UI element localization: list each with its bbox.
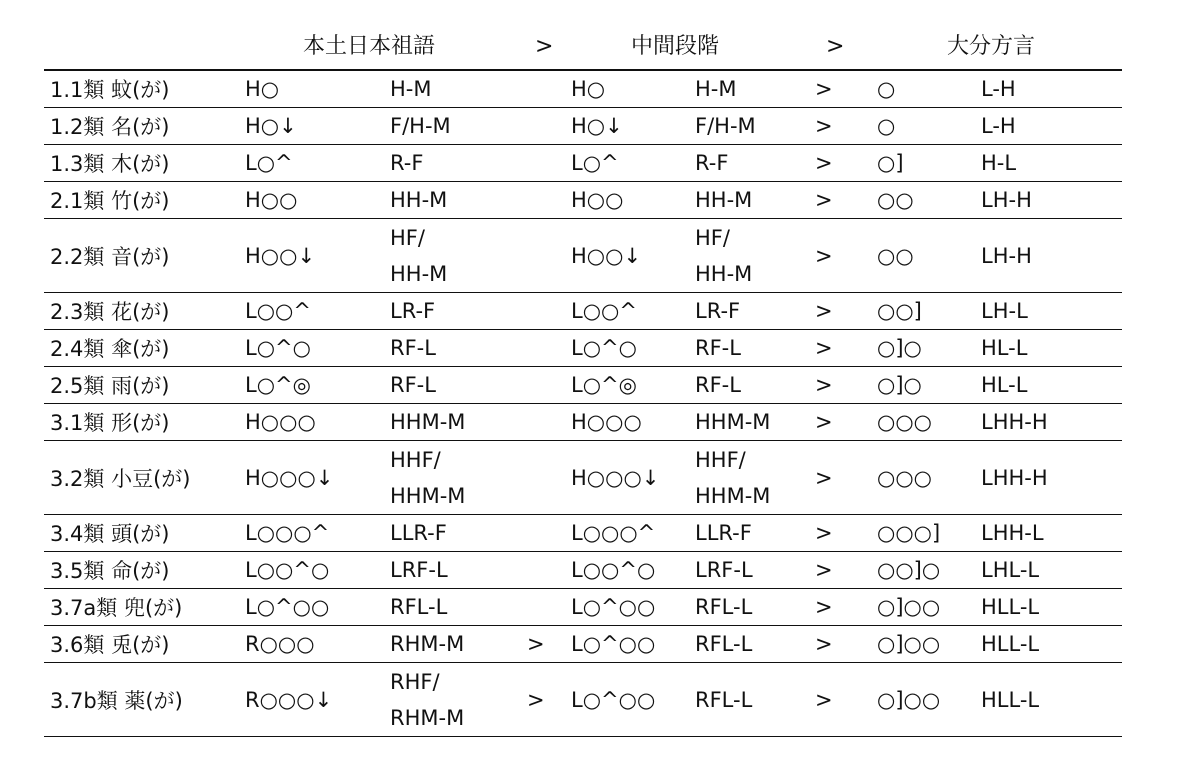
middle-tone-cell: LRF-L [695, 558, 753, 582]
oita-tone-cell: L-H [981, 77, 1016, 101]
arrow-cell [527, 515, 565, 552]
middle-tone-line: HHM-M [695, 483, 771, 508]
middle-pattern-cell: H○○↓ [571, 243, 642, 268]
arrow-cell [527, 404, 565, 441]
proto-pattern-cell: L○○^ [245, 299, 311, 323]
arrow-cell: > [815, 632, 833, 656]
table-row [44, 182, 1122, 219]
oita-pattern-cell: ○]○○ [877, 687, 941, 712]
oita-tone-cell: HL-L [981, 373, 1028, 397]
middle-pattern-cell: H○○○ [571, 410, 642, 434]
middle-pattern-cell: L○^◎ [571, 373, 637, 397]
proto-tone-line: RHF/ [390, 669, 440, 694]
table-row [44, 145, 1122, 182]
arrow-cell: > [815, 336, 833, 360]
table-row [44, 589, 1122, 626]
middle-tone-line: HHF/ [695, 447, 746, 472]
oita-tone-cell: LH-L [981, 299, 1028, 323]
oita-pattern-cell: ○○] [877, 299, 922, 323]
table-row [44, 404, 1122, 441]
table-row [44, 515, 1122, 552]
header-arrow-2: > [826, 34, 845, 59]
oita-tone-cell: LHH-H [981, 465, 1048, 490]
arrow-cell: > [815, 521, 833, 545]
middle-pattern-cell: H○○○↓ [571, 465, 660, 490]
class-cell: 1.3類 木(が) [50, 152, 170, 176]
table-row [44, 552, 1122, 589]
oita-pattern-cell: ○○ [877, 188, 914, 212]
middle-tone-cell: RFL-L [695, 595, 753, 619]
oita-pattern-cell: ○○○ [877, 465, 932, 490]
table-row [44, 293, 1122, 330]
proto-tone-cell: H-M [390, 77, 432, 101]
header-proto-japanese: 本土日本祖語 [303, 34, 436, 59]
proto-tone-cell [384, 219, 527, 293]
oita-tone-cell: HLL-L [981, 595, 1040, 619]
oita-tone-cell: HL-L [981, 336, 1028, 360]
oita-pattern-cell: ○ [877, 77, 896, 101]
arrow-cell: > [815, 410, 833, 434]
proto-tone-cell: LLR-F [390, 521, 447, 545]
proto-pattern-cell: L○^○○ [245, 595, 330, 619]
table-row [44, 330, 1122, 367]
middle-tone-cell: H-M [695, 77, 737, 101]
class-cell: 3.2類 小豆(が) [50, 466, 191, 491]
proto-pattern-cell: R○○○ [245, 632, 315, 656]
proto-pattern-cell: L○○○^ [245, 521, 330, 545]
arrow-cell [527, 182, 565, 219]
oita-pattern-cell: ○○○ [877, 410, 932, 434]
oita-tone-cell: LH-H [981, 188, 1032, 212]
arrow-cell [527, 70, 565, 108]
proto-tone-cell: LRF-L [390, 558, 448, 582]
proto-pattern-cell: H○ [245, 77, 280, 101]
arrow-cell: > [815, 188, 833, 212]
oita-tone-cell: H-L [981, 151, 1017, 175]
middle-pattern-cell: L○○^○ [571, 558, 656, 582]
table-row [44, 441, 1122, 515]
arrow-cell: > [527, 687, 545, 712]
class-cell: 2.4類 傘(が) [50, 337, 170, 361]
table-row [44, 108, 1122, 145]
arrow-cell: > [527, 632, 545, 656]
proto-tone-cell: RFL-L [390, 595, 448, 619]
arrow-cell [527, 219, 565, 293]
proto-tone-line: HH-M [390, 261, 448, 286]
class-cell: 3.7b類 薬(が) [50, 688, 183, 713]
proto-tone-cell: HHM-M [390, 410, 466, 434]
arrow-cell: > [815, 373, 833, 397]
table-row [44, 70, 1122, 108]
table-row [44, 219, 1122, 293]
table-row [44, 367, 1122, 404]
oita-pattern-cell: ○ [877, 114, 896, 138]
table-row [44, 663, 1122, 737]
middle-pattern-cell: H○○ [571, 188, 624, 212]
arrow-cell: > [815, 465, 833, 490]
middle-pattern-cell: L○^○○ [571, 595, 656, 619]
middle-pattern-cell: L○^○○ [571, 632, 656, 656]
proto-tone-cell: R-F [390, 151, 424, 175]
proto-tone-cell: LR-F [390, 299, 436, 323]
proto-pattern-cell: H○○○ [245, 410, 316, 434]
arrow-cell [527, 441, 565, 515]
oita-tone-cell: LHH-H [981, 410, 1048, 434]
oita-tone-cell: L-H [981, 114, 1016, 138]
middle-tone-cell: RF-L [695, 373, 741, 397]
middle-tone-line: HH-M [695, 261, 753, 286]
middle-tone-cell [689, 219, 815, 293]
class-cell: 2.2類 音(が) [50, 244, 170, 269]
proto-tone-cell: RHM-M [390, 632, 465, 656]
class-cell: 3.1類 形(が) [50, 411, 170, 435]
proto-tone-line: HHM-M [390, 483, 466, 508]
class-cell: 3.7a類 兜(が) [50, 596, 183, 620]
proto-tone-cell [384, 441, 527, 515]
middle-tone-cell: R-F [695, 151, 729, 175]
proto-pattern-cell: L○^◎ [245, 373, 311, 397]
middle-tone-cell: F/H-M [695, 114, 756, 138]
proto-tone-line: RHM-M [390, 705, 465, 730]
arrow-cell: > [815, 299, 833, 323]
proto-pattern-cell: H○↓ [245, 114, 297, 138]
proto-tone-cell: F/H-M [390, 114, 451, 138]
arrow-cell: > [815, 77, 833, 101]
class-cell: 2.3類 花(が) [50, 300, 170, 324]
middle-tone-cell: LLR-F [695, 521, 752, 545]
arrow-cell [527, 552, 565, 589]
middle-tone-cell: HH-M [695, 188, 753, 212]
middle-pattern-cell: L○^○ [571, 336, 637, 360]
oita-pattern-cell: ○]○ [877, 336, 922, 360]
middle-tone-cell: LR-F [695, 299, 741, 323]
class-cell: 3.4類 頭(が) [50, 522, 170, 546]
header-arrow-1: > [535, 34, 554, 59]
header-oita-dialect: 大分方言 [947, 34, 1036, 59]
proto-tone-cell: RF-L [390, 373, 436, 397]
proto-tone-cell: HH-M [390, 188, 448, 212]
proto-tone-line: HHF/ [390, 447, 441, 472]
class-cell: 3.5類 命(が) [50, 559, 170, 583]
oita-pattern-cell: ○]○ [877, 373, 922, 397]
middle-pattern-cell: L○○○^ [571, 521, 656, 545]
oita-tone-cell: HLL-L [981, 632, 1040, 656]
middle-tone-cell: RF-L [695, 336, 741, 360]
oita-pattern-cell: ○]○○ [877, 595, 941, 619]
arrow-cell [527, 589, 565, 626]
proto-pattern-cell: H○○↓ [245, 243, 316, 268]
arrow-cell: > [815, 243, 833, 268]
arrow-cell [527, 293, 565, 330]
oita-pattern-cell: ○]○○ [877, 632, 941, 656]
class-cell: 1.1類 蚊(が) [50, 78, 170, 102]
proto-tone-cell: RF-L [390, 336, 436, 360]
proto-pattern-cell: R○○○↓ [245, 687, 333, 712]
oita-tone-cell: LHL-L [981, 558, 1040, 582]
oita-tone-cell: LH-H [981, 243, 1032, 268]
proto-pattern-cell: L○^ [245, 151, 293, 175]
middle-tone-cell [689, 441, 815, 515]
middle-pattern-cell: H○ [571, 77, 606, 101]
middle-pattern-cell: H○↓ [571, 114, 623, 138]
class-cell: 3.6類 兎(が) [50, 633, 170, 657]
class-cell: 2.1類 竹(が) [50, 189, 170, 213]
table-row [44, 626, 1122, 663]
arrow-cell [527, 330, 565, 367]
oita-pattern-cell: ○○○] [877, 521, 941, 545]
arrow-cell: > [815, 114, 833, 138]
arrow-cell [527, 145, 565, 182]
arrow-cell [527, 367, 565, 404]
arrow-cell: > [815, 687, 833, 712]
arrow-cell: > [815, 151, 833, 175]
class-cell: 1.2類 名(が) [50, 115, 170, 139]
middle-pattern-cell: L○^ [571, 151, 619, 175]
proto-pattern-cell: L○^○ [245, 336, 311, 360]
arrow-cell [527, 108, 565, 145]
proto-tone-cell [384, 663, 527, 737]
proto-pattern-cell: H○○ [245, 188, 298, 212]
proto-tone-line: HF/ [390, 225, 425, 250]
middle-tone-line: HF/ [695, 225, 730, 250]
middle-pattern-cell: L○^○○ [571, 687, 656, 712]
header-middle-stage: 中間段階 [631, 34, 720, 59]
middle-tone-cell: HHM-M [695, 410, 771, 434]
class-cell: 2.5類 雨(が) [50, 374, 170, 398]
oita-pattern-cell: ○○]○ [877, 558, 941, 582]
oita-tone-cell: LHH-L [981, 521, 1044, 545]
arrow-cell: > [815, 595, 833, 619]
oita-pattern-cell: ○] [877, 151, 904, 175]
proto-pattern-cell: H○○○↓ [245, 465, 334, 490]
accent-table [44, 69, 1122, 737]
oita-tone-cell: HLL-L [981, 687, 1040, 712]
oita-pattern-cell: ○○ [877, 243, 914, 268]
middle-pattern-cell: L○○^ [571, 299, 637, 323]
middle-tone-cell: RFL-L [695, 632, 753, 656]
proto-pattern-cell: L○○^○ [245, 558, 330, 582]
arrow-cell: > [815, 558, 833, 582]
middle-tone-cell: RFL-L [695, 687, 753, 712]
